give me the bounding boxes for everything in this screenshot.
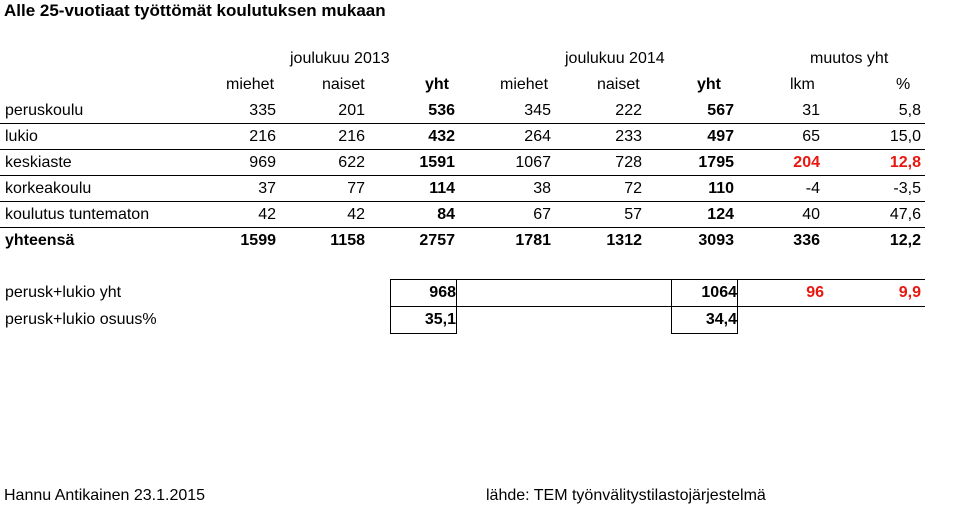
total-total-2013: 2757 — [419, 232, 455, 249]
summary-table — [0, 279, 925, 334]
cell-change-percent: 15,0 — [889, 128, 921, 145]
summary-label: perusk+lukio yht — [5, 284, 122, 301]
row-label: peruskoulu — [5, 102, 84, 119]
total-change-count: 336 — [793, 232, 820, 249]
cell-men-2013: 42 — [258, 206, 276, 223]
cell-women-2013: 201 — [338, 102, 365, 119]
summary-yht-2013: 968 — [391, 280, 457, 307]
summary-change-count: 96 — [738, 280, 825, 307]
cell-men-2014: 38 — [533, 180, 551, 197]
source-note: lähde: TEM työnvälitystilastojärjestelmä — [486, 487, 766, 504]
total-label: yhteensä — [5, 232, 75, 249]
table-row — [0, 202, 925, 228]
row-label: koulutus tuntematon — [5, 206, 150, 223]
row-label: lukio — [5, 128, 38, 145]
author-date: Hannu Antikainen 23.1.2015 — [4, 487, 206, 504]
cell-total-2013: 1591 — [419, 154, 455, 171]
cell-women-2014: 72 — [624, 180, 642, 197]
summary-change-percent: 9,9 — [824, 280, 925, 307]
cell-women-2013: 77 — [347, 180, 365, 197]
cell-men-2013: 969 — [249, 154, 276, 171]
cell-men-2013: 216 — [249, 128, 276, 145]
cell-total-2013: 536 — [428, 102, 455, 119]
group-header-2013: joulukuu 2013 — [290, 50, 390, 67]
total-men-2014: 1781 — [515, 232, 551, 249]
cell-total-2013: 114 — [429, 180, 455, 197]
cell-men-2013: 37 — [258, 180, 276, 197]
page-title: Alle 25-vuotiaat työttömät koulutuksen mukaan — [4, 1, 386, 20]
cell-change-count: 204 — [793, 154, 820, 171]
subheader-total-2014: yht — [697, 76, 721, 93]
summary-row — [0, 280, 925, 307]
cell-total-2013: 84 — [437, 206, 455, 223]
summary-gap — [457, 280, 672, 307]
summary-gap — [457, 307, 672, 334]
cell-women-2013: 42 — [347, 206, 365, 223]
cell-total-2014: 497 — [707, 128, 734, 145]
cell-women-2014: 57 — [624, 206, 642, 223]
table-row — [0, 124, 925, 150]
summary-row — [0, 307, 925, 334]
summary-share-2014: 34,4 — [672, 307, 738, 334]
cell-total-2014: 110 — [708, 180, 734, 197]
subheader-men-2013: miehet — [226, 76, 275, 93]
table-row — [0, 150, 925, 176]
subheader-men-2014: miehet — [500, 76, 549, 93]
cell-women-2014: 222 — [615, 102, 642, 119]
subheader-women-2014: naiset — [597, 76, 640, 93]
cell-change-count: -4 — [805, 180, 820, 197]
cell-change-percent: 5,8 — [898, 102, 921, 119]
total-row — [0, 228, 925, 254]
table-row — [0, 98, 925, 124]
total-total-2014: 3093 — [698, 232, 734, 249]
cell-total-2014: 124 — [707, 206, 734, 223]
cell-men-2014: 264 — [524, 128, 551, 145]
cell-women-2013: 622 — [338, 154, 365, 171]
group-header-change: muutos yht — [810, 50, 889, 67]
summary-label: perusk+lukio osuus% — [5, 311, 157, 328]
subheader-total-2013: yht — [425, 76, 449, 93]
subheader-women-2013: naiset — [322, 76, 365, 93]
total-change-percent: 12,2 — [889, 232, 921, 249]
cell-women-2013: 216 — [338, 128, 365, 145]
total-women-2014: 1312 — [606, 232, 642, 249]
group-header-2014: joulukuu 2014 — [565, 50, 665, 67]
cell-total-2013: 432 — [428, 128, 455, 145]
subheader-count: lkm — [790, 76, 815, 93]
subheader-percent: % — [896, 76, 911, 93]
cell-men-2013: 335 — [249, 102, 276, 119]
cell-change-count: 31 — [802, 102, 820, 119]
row-label: keskiaste — [5, 154, 72, 171]
summary-yht-2014: 1064 — [672, 280, 738, 307]
cell-women-2014: 728 — [615, 154, 642, 171]
total-women-2013: 1158 — [330, 232, 365, 249]
total-men-2013: 1599 — [240, 232, 276, 249]
cell-women-2014: 233 — [615, 128, 642, 145]
cell-men-2014: 345 — [524, 102, 551, 119]
cell-change-count: 40 — [802, 206, 820, 223]
cell-change-percent: 47,6 — [889, 206, 921, 223]
cell-change-percent: -3,5 — [893, 180, 921, 197]
table-row — [0, 176, 925, 202]
summary-share-2013: 35,1 — [391, 307, 457, 334]
cell-total-2014: 1795 — [698, 154, 734, 171]
cell-change-count: 65 — [802, 128, 820, 145]
cell-change-percent: 12,8 — [889, 154, 921, 171]
data-table — [0, 98, 925, 253]
cell-men-2014: 1067 — [515, 154, 551, 171]
cell-total-2014: 567 — [707, 102, 734, 119]
row-label: korkeakoulu — [5, 180, 92, 197]
summary-empty — [738, 307, 926, 334]
cell-men-2014: 67 — [533, 206, 551, 223]
